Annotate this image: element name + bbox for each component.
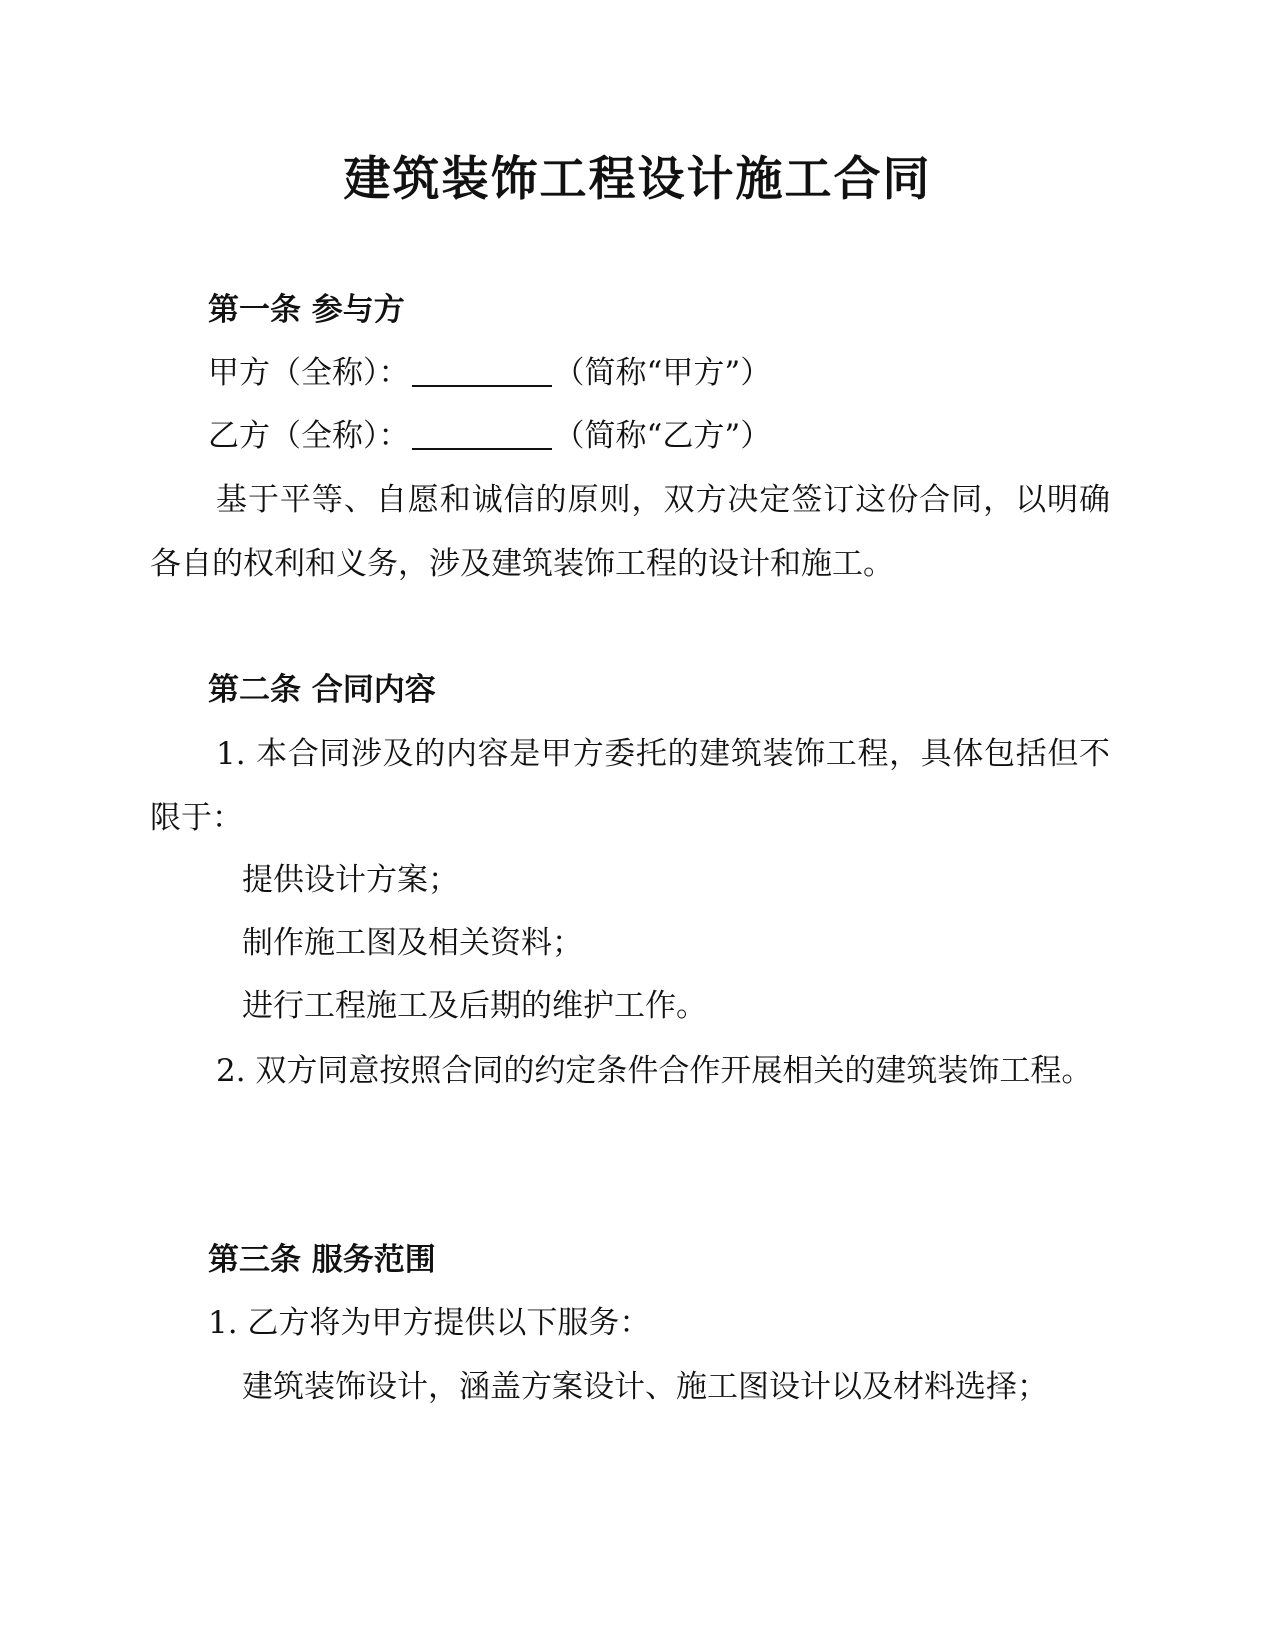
party-b-label: 乙方（全称）： <box>208 418 410 454</box>
article2-subitem: 制作施工图及相关资料； <box>242 925 583 961</box>
article2-subitem: 提供设计方案； <box>242 862 459 898</box>
article2-heading: 第二条 合同内容 <box>208 672 436 708</box>
party-a-suffix: （简称“甲方”） <box>553 355 772 391</box>
party-b-blank[interactable] <box>412 418 552 450</box>
party-b-suffix: （简称“乙方”） <box>553 418 772 454</box>
article2-item2: 2. 双方同意按照合同的约定条件合作开展相关的建筑装饰工程。 <box>216 1053 1093 1089</box>
party-a-line <box>208 353 771 393</box>
article1-paragraph: 基于平等、自愿和诚信的原则，双方决定签订这份合同，以明确各自的权利和义务，涉及建筑装饰工程的设计和施工。 <box>150 482 1110 582</box>
document-title: 建筑装饰工程设计施工合同 <box>343 152 932 207</box>
article3-subitem: 建筑装饰设计，涵盖方案设计、施工图设计以及材料选择； <box>242 1369 1048 1405</box>
party-a-label: 甲方（全称）： <box>208 355 410 391</box>
article3-heading: 第三条 服务范围 <box>208 1242 436 1278</box>
article3-item1: 1. 乙方将为甲方提供以下服务： <box>208 1305 651 1341</box>
party-b-line <box>208 416 771 456</box>
article2-item1: 1. 本合同涉及的内容是甲方委托的建筑装饰工程，具体包括但不限于： <box>150 736 1110 836</box>
article2-subitem: 进行工程施工及后期的维护工作。 <box>242 988 707 1024</box>
article1-heading: 第一条 参与方 <box>208 292 405 328</box>
party-a-blank[interactable] <box>412 355 552 387</box>
